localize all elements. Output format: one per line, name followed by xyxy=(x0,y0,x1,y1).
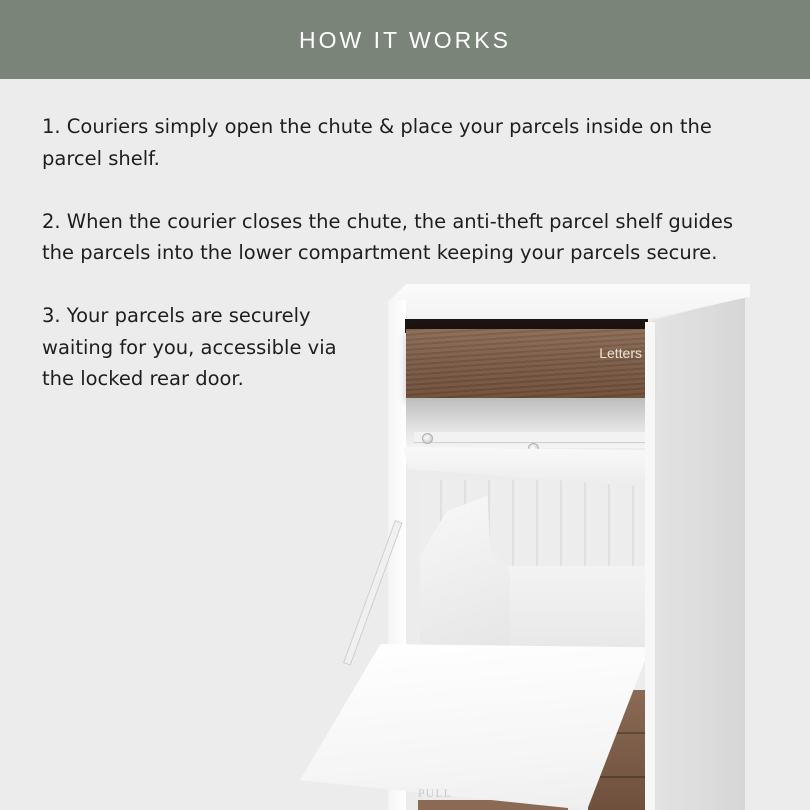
chute-hinge-bar xyxy=(414,432,648,443)
step-3: 3. Your parcels are securely waiting for you, accessible via the locked rear door. xyxy=(42,304,337,390)
steps-list xyxy=(42,111,762,426)
page-title: HOW IT WORKS xyxy=(299,27,511,53)
flap-pull-label: PULL xyxy=(418,786,452,800)
step-1: 1. Couriers simply open the chute & place your parcels inside on the parcel shelf. xyxy=(42,115,712,170)
step-2: 2. When the courier closes the chute, the anti-theft parcel shelf guides the parcels into the lower compartment keeping your parcels secure. xyxy=(42,209,734,264)
rivet-icon xyxy=(422,433,433,444)
letters-drawer-label: Letters xyxy=(599,345,642,361)
